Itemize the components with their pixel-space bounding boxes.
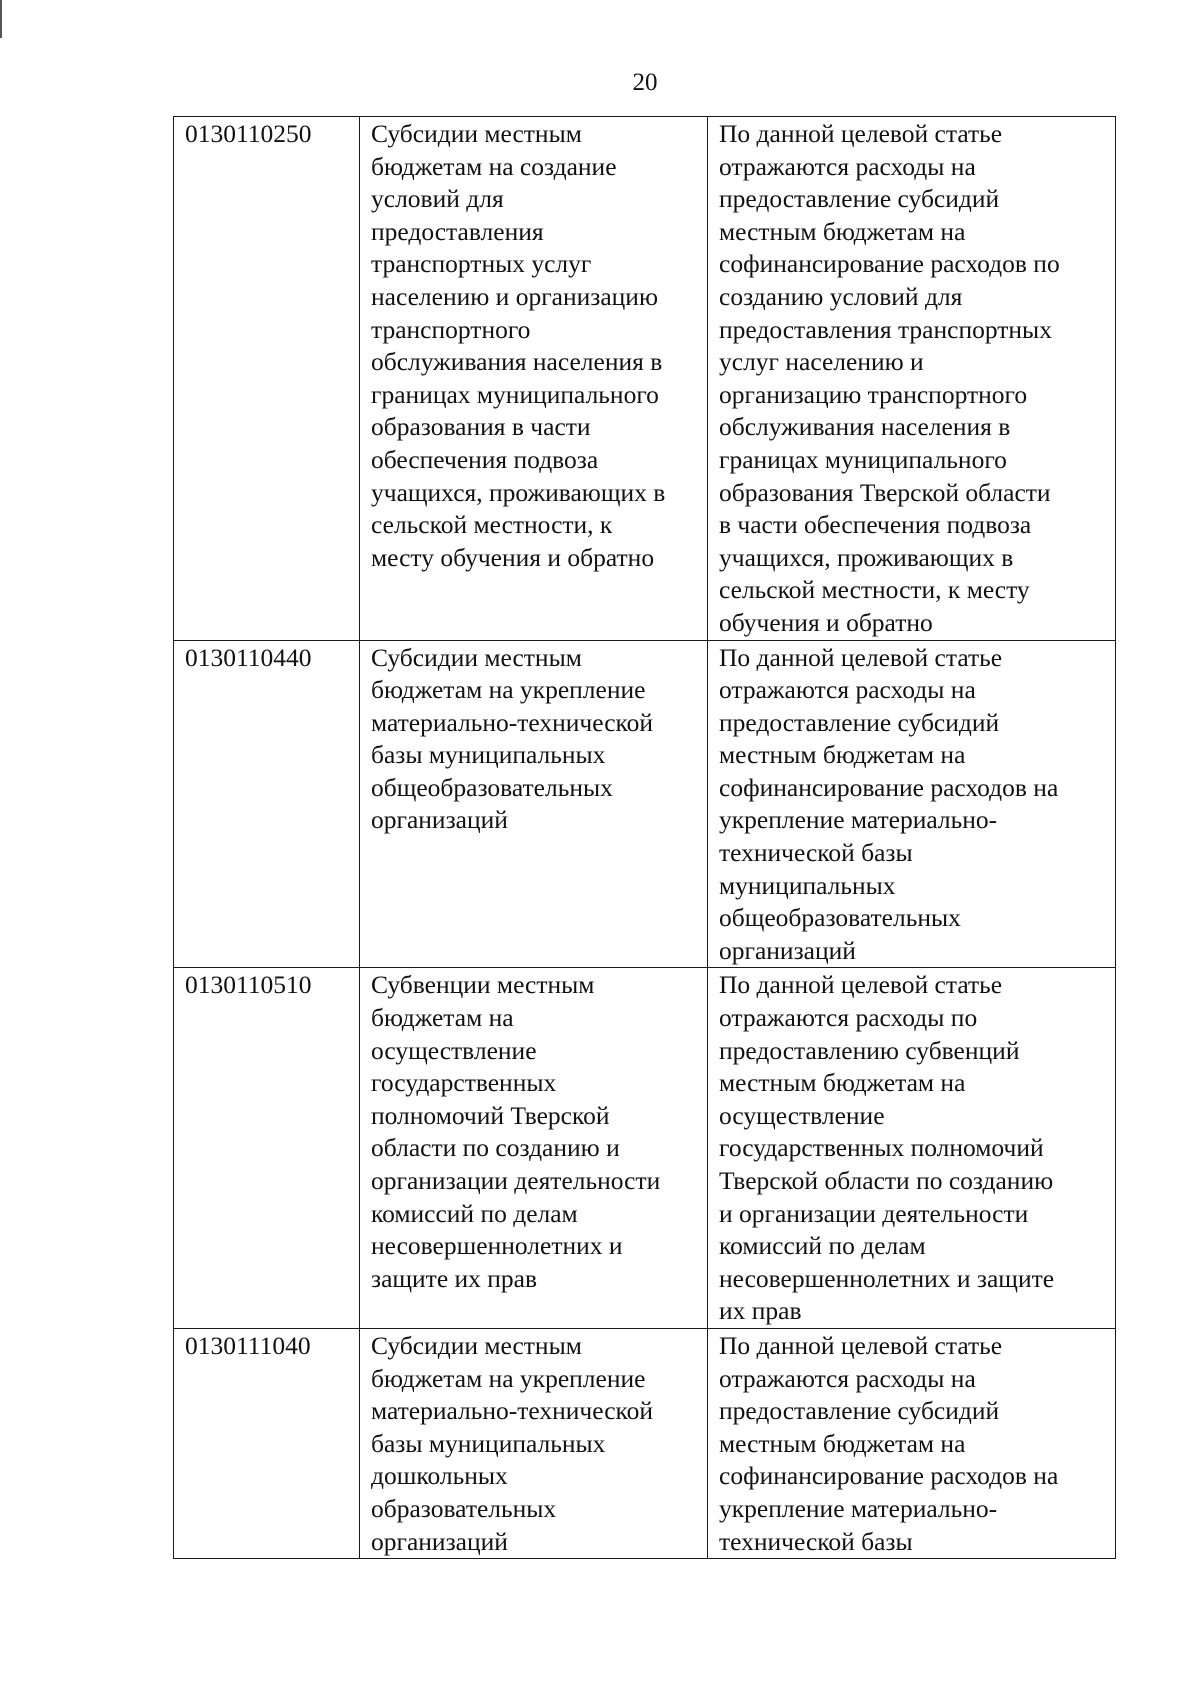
table-row [174,968,1116,1329]
description-text-line: отражаются расходы по [719,1003,978,1033]
name-text-line: материально-технической [371,1396,654,1426]
name-text-line: комиссий по делам [371,1198,578,1228]
description-text-line: предоставление субсидий [719,707,1000,737]
name-cell [360,968,708,1329]
description-text-line: технической базы [719,838,913,868]
description-text-line: общеобразовательных [719,903,961,933]
name-text-line: обслуживания населения в [371,347,663,377]
description-text-line: софинансирование расходов по [719,249,1060,279]
name-text-line: общеобразовательных [371,772,613,802]
description-text-line: государственных полномочий [719,1133,1044,1163]
description-text-line: технической базы [719,1526,913,1556]
table-row [174,117,1116,641]
description-text-line: образования Тверской области [719,477,1051,507]
target-article-code: 0130110440 [185,642,312,672]
description-text-line: комиссий по делам [719,1231,926,1261]
description-text-line: местным бюджетам на [719,740,966,770]
budget-classification-table [173,116,1116,1559]
description-text-line: обучения и обратно [719,607,933,637]
name-text-line: образования в части [371,412,591,442]
name-text-line: сельской местности, к [371,510,613,540]
name-text-line: учащихся, проживающих в [371,477,666,507]
description-text-line: границах муниципального [719,444,1007,474]
description-text-line: муниципальных [719,870,896,900]
code-cell [174,968,360,1329]
name-text-line: Субсидии местным [371,1330,582,1360]
description-text-line: услуг населению и [719,347,924,377]
description-text-line: софинансирование расходов на [719,1461,1059,1491]
description-text-line: местным бюджетам на [719,1428,966,1458]
description-text-line: сельской местности, к месту [719,575,1030,605]
description-cell [708,968,1116,1329]
description-text-line: укрепление материально- [719,805,998,835]
name-text-line: населению и организацию [371,281,658,311]
name-text-line: Субвенции местным [371,970,595,1000]
name-text-line: государственных [371,1068,557,1098]
description-text-line: софинансирование расходов на [719,772,1059,802]
name-text-line: условий для [371,184,504,214]
code-cell [174,1328,360,1558]
name-text-line: бюджетам на создание [371,151,617,181]
description-cell [708,1328,1116,1558]
name-text-line: транспортного [371,314,531,344]
name-text-line: месту обучения и обратно [371,542,655,572]
target-article-code: 0130110510 [185,970,312,1000]
name-text-line: несовершеннолетних и [371,1231,623,1261]
name-cell [360,117,708,641]
name-text-line: транспортных услуг [371,249,592,279]
table-row [174,640,1116,968]
name-text-line: границах муниципального [371,379,659,409]
scan-edge-mark [0,0,2,38]
name-text-line: полномочий Тверской [371,1100,610,1130]
name-text-line: бюджетам на укрепление [371,1363,646,1393]
name-text-line: организаций [371,1526,508,1556]
description-text-line: их прав [719,1296,802,1326]
description-text-line: местным бюджетам на [719,1068,966,1098]
target-article-code: 0130111040 [185,1330,311,1360]
description-text-line: По данной целевой статье [719,1330,1003,1360]
description-text-line: предоставление субсидий [719,184,1000,214]
name-text-line: образовательных [371,1493,557,1523]
table-row [174,1328,1116,1558]
name-text-line: осуществление [371,1035,537,1065]
description-text-line: организаций [719,935,856,965]
description-text-line: отражаются расходы на [719,151,976,181]
page-number: 20 [632,69,658,96]
description-text-line: созданию условий для [719,281,963,311]
description-cell [708,640,1116,968]
name-cell [360,640,708,968]
name-text-line: бюджетам на укрепление [371,675,646,705]
description-text-line: учащихся, проживающих в [719,542,1014,572]
table-body [174,117,1116,1559]
description-text-line: укрепление материально- [719,1493,998,1523]
description-text-line: отражаются расходы на [719,675,976,705]
name-text-line: базы муниципальных [371,1428,606,1458]
description-text-line: осуществление [719,1100,885,1130]
description-text-line: По данной целевой статье [719,119,1003,148]
name-text-line: материально-технической [371,707,654,737]
description-text-line: По данной целевой статье [719,642,1003,672]
name-cell [360,1328,708,1558]
description-text-line: обслуживания населения в [719,412,1011,442]
target-article-code: 0130110250 [185,119,312,148]
description-text-line: Тверской области по созданию [719,1166,1054,1195]
description-text-line: предоставление субсидий [719,1396,1000,1426]
name-text-line: бюджетам на [371,1003,514,1033]
name-text-line: области по созданию и [371,1133,620,1163]
description-text-line: По данной целевой статье [719,970,1003,1000]
description-cell [708,117,1116,641]
description-text-line: предоставления транспортных [719,314,1052,344]
name-text-line: дошкольных [371,1461,508,1491]
description-text-line: в части обеспечения подвоза [719,510,1032,540]
name-text-line: обеспечения подвоза [371,444,599,474]
description-text-line: и организации деятельности [719,1198,1029,1228]
name-text-line: защите их прав [371,1263,538,1293]
code-cell [174,640,360,968]
code-cell [174,117,360,641]
name-text-line: организаций [371,805,508,835]
description-text-line: местным бюджетам на [719,216,966,246]
name-text-line: базы муниципальных [371,740,606,770]
name-text-line: Субсидии местным [371,119,582,148]
name-text-line: предоставления [371,216,544,246]
name-text-line: Субсидии местным [371,642,582,672]
name-text-line: организации деятельности [371,1166,661,1195]
description-text-line: несовершеннолетних и защите [719,1263,1055,1293]
description-text-line: отражаются расходы на [719,1363,976,1393]
description-text-line: организацию транспортного [719,379,1028,409]
description-text-line: предоставлению субвенций [719,1035,1020,1065]
